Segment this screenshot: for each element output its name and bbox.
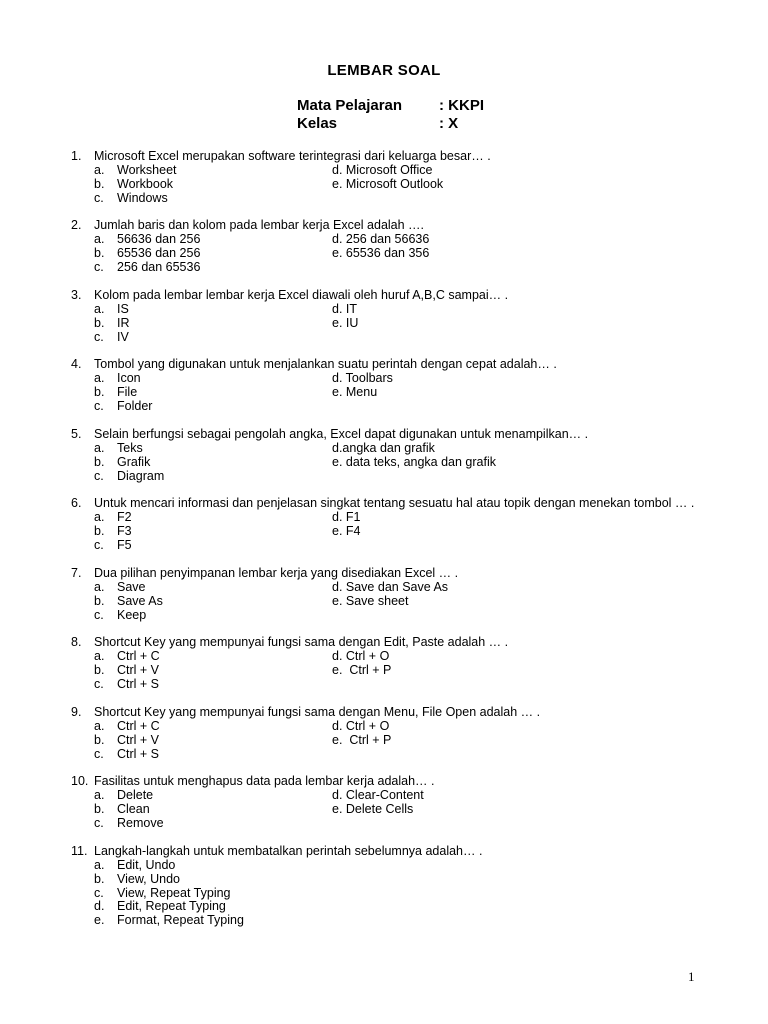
- answer-options: [71, 442, 703, 484]
- answer-option: [94, 595, 163, 609]
- answer-option: [94, 386, 137, 400]
- answer-option: [94, 331, 129, 345]
- answer-options: [71, 233, 703, 275]
- option-text: Edit, Undo: [117, 857, 176, 872]
- answer-option: [94, 734, 159, 748]
- question-item: [71, 289, 703, 345]
- question-item: [71, 428, 703, 484]
- answer-option: [94, 539, 132, 553]
- option-letter: c.: [94, 746, 104, 761]
- option-letter: a.: [94, 788, 105, 803]
- class-label: Kelas: [297, 115, 338, 132]
- question-text: Tombol yang digunakan untuk menjalankan suatu perintah dengan cepat adalah… .: [94, 357, 557, 372]
- option-text: 256 dan 65536: [117, 260, 201, 275]
- option-letter: b.: [94, 176, 105, 191]
- question-number: 4.: [71, 357, 82, 372]
- option-letter: a.: [94, 857, 105, 872]
- option-text: View, Undo: [117, 871, 181, 886]
- answer-option: d. Ctrl + O: [332, 718, 390, 733]
- question-number: 3.: [71, 287, 82, 302]
- question-text: Kolom pada lembar lembar kerja Excel diawali oleh huruf A,B,C sampai… .: [94, 287, 509, 302]
- option-text: Save As: [117, 593, 163, 608]
- option-text: F5: [117, 538, 132, 553]
- option-text: Ctrl + C: [117, 649, 160, 664]
- option-text: Windows: [117, 190, 168, 205]
- question-item: [71, 706, 703, 762]
- option-letter: c.: [94, 816, 104, 831]
- answer-options: [71, 720, 703, 762]
- answer-option: [94, 887, 231, 901]
- answer-option: [94, 261, 200, 275]
- option-letter: d.: [94, 899, 105, 914]
- subject-label: Mata Pelajaran: [297, 97, 403, 114]
- question-text: Fasilitas untuk menghapus data pada lembar kerja adalah… .: [94, 774, 435, 789]
- answer-option: d. Microsoft Office: [332, 162, 433, 177]
- question-text: Jumlah baris dan kolom pada lembar kerja Excel adalah ….: [94, 218, 425, 233]
- answer-option: d. Ctrl + O: [332, 649, 390, 664]
- option-letter: c.: [94, 468, 104, 483]
- option-letter: a.: [94, 371, 105, 386]
- answer-option: [94, 803, 150, 817]
- question-text: Shortcut Key yang mempunyai fungsi sama dengan Edit, Paste adalah … .: [94, 635, 509, 650]
- option-letter: c.: [94, 399, 104, 414]
- answer-option: [94, 525, 132, 539]
- option-letter: a.: [94, 301, 105, 316]
- answer-option: d. 256 dan 56636: [332, 232, 430, 247]
- option-text: Format, Repeat Typing: [117, 913, 244, 928]
- option-letter: b.: [94, 524, 105, 539]
- answer-option: [94, 664, 159, 678]
- answer-option: [94, 303, 129, 317]
- option-letter: b.: [94, 871, 105, 886]
- option-text: Teks: [117, 440, 143, 455]
- answer-option: d. IT: [332, 301, 358, 316]
- question-item: [71, 497, 703, 553]
- option-letter: c.: [94, 329, 104, 344]
- option-text: Diagram: [117, 468, 165, 483]
- option-letter: b.: [94, 732, 105, 747]
- option-letter: a.: [94, 649, 105, 664]
- option-text: Workbook: [117, 176, 174, 191]
- answer-option: [94, 900, 226, 914]
- answer-option: [94, 873, 180, 887]
- option-letter: e.: [94, 913, 105, 928]
- answer-option: [94, 748, 159, 762]
- answer-option: [94, 178, 173, 192]
- option-letter: a.: [94, 510, 105, 525]
- answer-option: d. Toolbars: [332, 371, 393, 386]
- answer-option: e. Ctrl + P: [332, 663, 392, 678]
- answer-option: e. IU: [332, 315, 359, 330]
- option-text: Edit, Repeat Typing: [117, 899, 226, 914]
- question-number: 8.: [71, 635, 82, 650]
- option-text: View, Repeat Typing: [117, 885, 231, 900]
- question-item: [71, 845, 703, 928]
- answer-option: [94, 817, 164, 831]
- option-letter: c.: [94, 677, 104, 692]
- answer-option: [94, 511, 132, 525]
- option-text: IR: [117, 315, 130, 330]
- option-letter: b.: [94, 385, 105, 400]
- answer-option: e. F4: [332, 524, 361, 539]
- answer-options: [71, 650, 703, 692]
- option-letter: a.: [94, 440, 105, 455]
- option-text: IS: [117, 301, 129, 316]
- answer-option: [94, 859, 175, 873]
- question-text: Selain berfungsi sebagai pengolah angka, Excel dapat digunakan untuk menampilkan… .: [94, 426, 589, 441]
- question-number: 6.: [71, 496, 82, 511]
- answer-option: [94, 233, 200, 247]
- question-text: Langkah-langkah untuk membatalkan perintah sebelumnya adalah… .: [94, 843, 483, 858]
- option-letter: b.: [94, 454, 105, 469]
- answer-options: [71, 859, 703, 929]
- option-text: Save: [117, 579, 146, 594]
- answer-option: [94, 609, 146, 623]
- class-value: : X: [439, 115, 459, 132]
- subject-value: : KKPI: [439, 97, 484, 114]
- question-text: Microsoft Excel merupakan software terintegrasi dari keluarga besar… .: [94, 149, 491, 163]
- subject-line: [297, 97, 484, 114]
- answer-option: [94, 650, 160, 664]
- answer-option: [94, 247, 200, 261]
- option-text: File: [117, 385, 138, 400]
- question-list: [71, 150, 703, 942]
- answer-options: [71, 303, 703, 345]
- answer-option: [94, 914, 244, 928]
- answer-option: d.angka dan grafik: [332, 440, 435, 455]
- option-letter: b.: [94, 593, 105, 608]
- question-number: 9.: [71, 704, 82, 719]
- answer-option: d. Clear-Content: [332, 788, 424, 803]
- answer-option: e. Delete Cells: [332, 802, 414, 817]
- option-text: IV: [117, 329, 129, 344]
- option-text: Worksheet: [117, 162, 177, 177]
- question-text: Shortcut Key yang mempunyai fungsi sama dengan Menu, File Open adalah … .: [94, 704, 541, 719]
- question-item: [71, 150, 703, 206]
- answer-option: [94, 317, 130, 331]
- answer-option: [94, 470, 164, 484]
- answer-options: [71, 164, 703, 206]
- answer-option: [94, 164, 177, 178]
- page-title: LEMBAR SOAL: [327, 62, 441, 79]
- option-letter: c.: [94, 885, 104, 900]
- answer-options: [71, 789, 703, 831]
- question-number: 2.: [71, 218, 82, 233]
- option-text: 56636 dan 256: [117, 232, 201, 247]
- answer-option: e. Microsoft Outlook: [332, 176, 444, 191]
- answer-option: [94, 456, 150, 470]
- option-letter: a.: [94, 718, 105, 733]
- option-letter: c.: [94, 190, 104, 205]
- answer-options: [71, 581, 703, 623]
- question-item: [71, 567, 703, 623]
- answer-option: [94, 678, 159, 692]
- answer-option: [94, 720, 160, 734]
- answer-options: [71, 372, 703, 414]
- answer-option: d. F1: [332, 510, 361, 525]
- answer-option: [94, 372, 141, 386]
- answer-option: [94, 192, 168, 206]
- question-text: Dua pilihan penyimpanan lembar kerja yang disediakan Excel … .: [94, 565, 459, 580]
- option-text: Clean: [117, 802, 150, 817]
- option-letter: c.: [94, 260, 104, 275]
- option-letter: b.: [94, 663, 105, 678]
- option-text: Folder: [117, 399, 153, 414]
- option-letter: c.: [94, 607, 104, 622]
- option-text: Ctrl + V: [117, 732, 160, 747]
- answer-option: [94, 400, 152, 414]
- question-item: [71, 219, 703, 275]
- question-item: [71, 636, 703, 692]
- option-text: Grafik: [117, 454, 151, 469]
- option-text: Ctrl + C: [117, 718, 160, 733]
- answer-option: e. 65536 dan 356: [332, 246, 430, 261]
- class-line: [297, 115, 458, 132]
- question-number: 7.: [71, 565, 82, 580]
- option-letter: c.: [94, 538, 104, 553]
- option-text: 65536 dan 256: [117, 246, 201, 261]
- question-item: [71, 358, 703, 414]
- option-text: Ctrl + S: [117, 746, 160, 761]
- answer-option: e. Ctrl + P: [332, 732, 392, 747]
- option-text: F3: [117, 524, 132, 539]
- answer-option: [94, 789, 153, 803]
- answer-option: e. Save sheet: [332, 593, 409, 608]
- option-text: Ctrl + S: [117, 677, 160, 692]
- option-letter: b.: [94, 802, 105, 817]
- option-text: Remove: [117, 816, 164, 831]
- question-item: [71, 775, 703, 831]
- question-number: 10.: [71, 774, 89, 789]
- answer-option: e. data teks, angka dan grafik: [332, 454, 496, 469]
- answer-option: d. Save dan Save As: [332, 579, 449, 594]
- option-letter: b.: [94, 315, 105, 330]
- option-text: Icon: [117, 371, 141, 386]
- answer-option: e. Menu: [332, 385, 378, 400]
- option-text: Ctrl + V: [117, 663, 160, 678]
- answer-option: [94, 442, 143, 456]
- answer-options: [71, 511, 703, 553]
- answer-option: [94, 581, 146, 595]
- option-text: Delete: [117, 788, 154, 803]
- question-number: 1.: [71, 149, 82, 163]
- option-text: Keep: [117, 607, 147, 622]
- question-text: Untuk mencari informasi dan penjelasan singkat tentang sesuatu hal atau topik dengan menekan tombol … .: [94, 496, 695, 511]
- question-number: 11.: [71, 843, 88, 858]
- option-letter: a.: [94, 162, 105, 177]
- option-text: F2: [117, 510, 132, 525]
- page-number: 1: [688, 969, 695, 984]
- option-letter: b.: [94, 246, 105, 261]
- option-letter: a.: [94, 579, 105, 594]
- option-letter: a.: [94, 232, 105, 247]
- question-number: 5.: [71, 426, 82, 441]
